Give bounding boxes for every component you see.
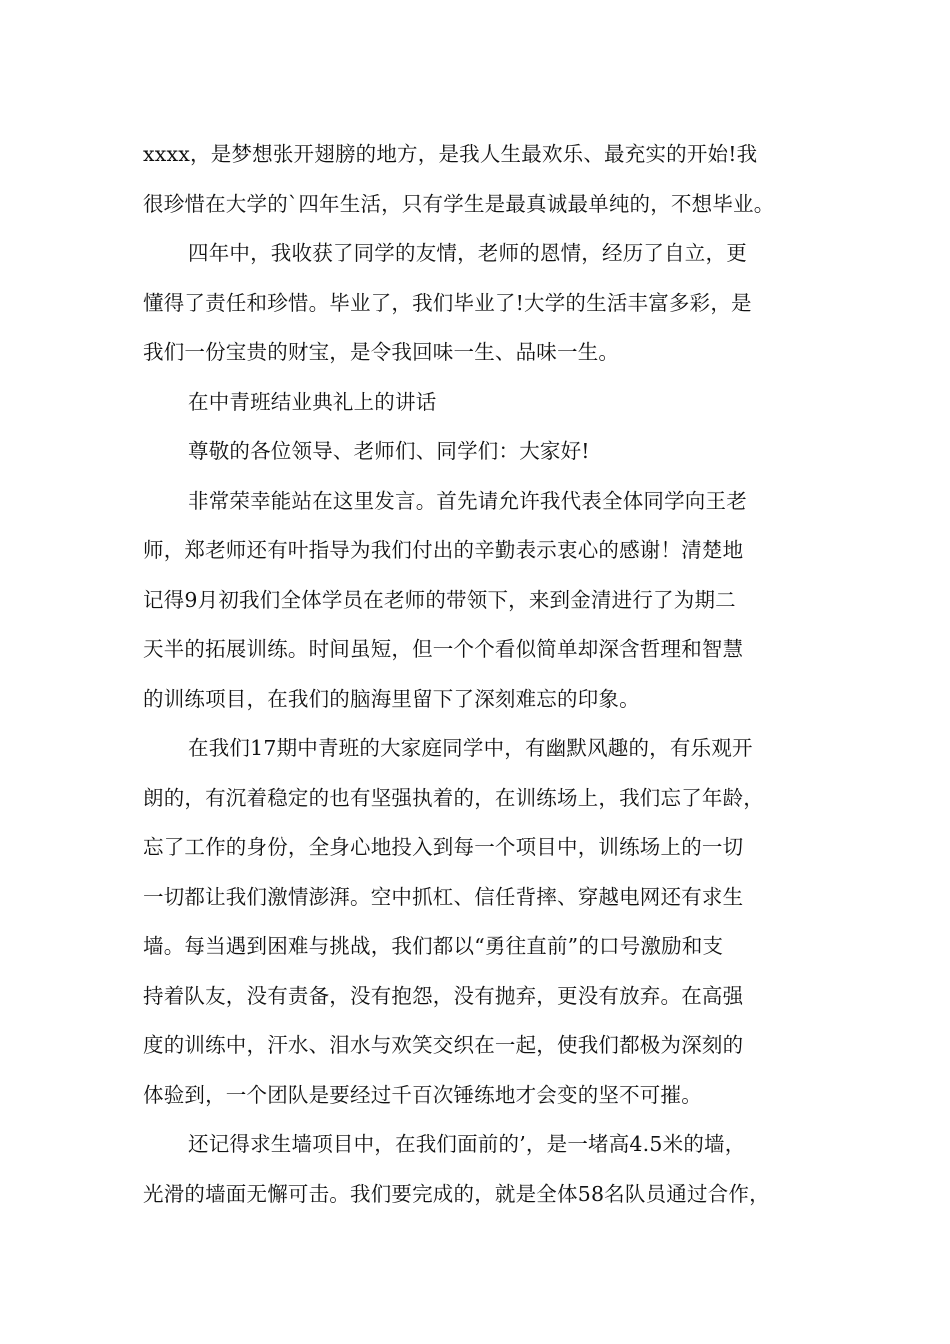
text-line: 四年中，我收获了同学的友情，老师的恩情，经历了自立，更	[188, 241, 747, 265]
text-line: 在我们17期中青班的大家庭同学中，有幽默风趣的，有乐观开	[188, 736, 753, 760]
text-line: 非常荣幸能站在这里发言。首先请允许我代表全体同学向王老	[188, 488, 747, 513]
text-line: 我们一份宝贵的财宝，是令我回味一生、品味一生。	[143, 340, 620, 364]
text-line: 记得9月初我们全体学员在老师的带领下，来到金清进行了为期二	[143, 587, 736, 612]
text-line: 一切都让我们激情澎湃。空中抓杠、信任背摔、穿越电网还有求生	[143, 884, 744, 909]
salutation: 尊敬的各位领导、老师们、同学们：大家好!	[188, 439, 590, 463]
text-line: 很珍惜在大学的`四年生活，只有学生是最真诚最单纯的，不想毕业。	[143, 191, 775, 216]
text-line: 懂得了责任和珍惜。毕业了，我们毕业了!大学的生活丰富多彩，是	[143, 290, 752, 315]
text-line: 度的训练中，汗水、泪水与欢笑交织在一起，使我们都极为深刻的	[143, 1033, 744, 1057]
text-line: 师，郑老师还有叶指导为我们付出的辛勤表示衷心的感谢！清楚地	[143, 538, 744, 562]
text-line: 持着队友，没有责备，没有抱怨，没有抛弃，更没有放弃。在高强	[143, 983, 744, 1008]
text-line: 还记得求生墙项目中，在我们面前的’，是一堵高4.5米的墙，	[188, 1132, 746, 1156]
text-line: 光滑的墙面无懈可击。我们要完成的，就是全体58名队员通过合作，	[143, 1181, 770, 1206]
section-heading: 在中青班结业典礼上的讲话	[188, 389, 437, 414]
text-line: 的训练项目，在我们的脑海里留下了深刻难忘的印象。	[143, 686, 640, 711]
text-line: 墙。每当遇到困难与挑战，我们都以“勇往直前”的口号激励和支	[143, 934, 724, 958]
text-line: xxxx，是梦想张开翅膀的地方，是我人生最欢乐、最充实的开始!我	[143, 142, 758, 166]
document-body	[143, 130, 823, 1219]
text-line: 忘了工作的身份，全身心地投入到每一个项目中，训练场上的一切	[143, 835, 744, 859]
text-line: 体验到，一个团队是要经过千百次锤练地才会变的坚不可摧。	[143, 1082, 702, 1107]
text-line: 朗的，有沉着稳定的也有坚强执着的，在训练场上，我们忘了年龄，	[143, 785, 764, 810]
text-line: 天半的拓展训练。时间虽短，但一个个看似简单却深含哲理和智慧	[143, 637, 744, 661]
